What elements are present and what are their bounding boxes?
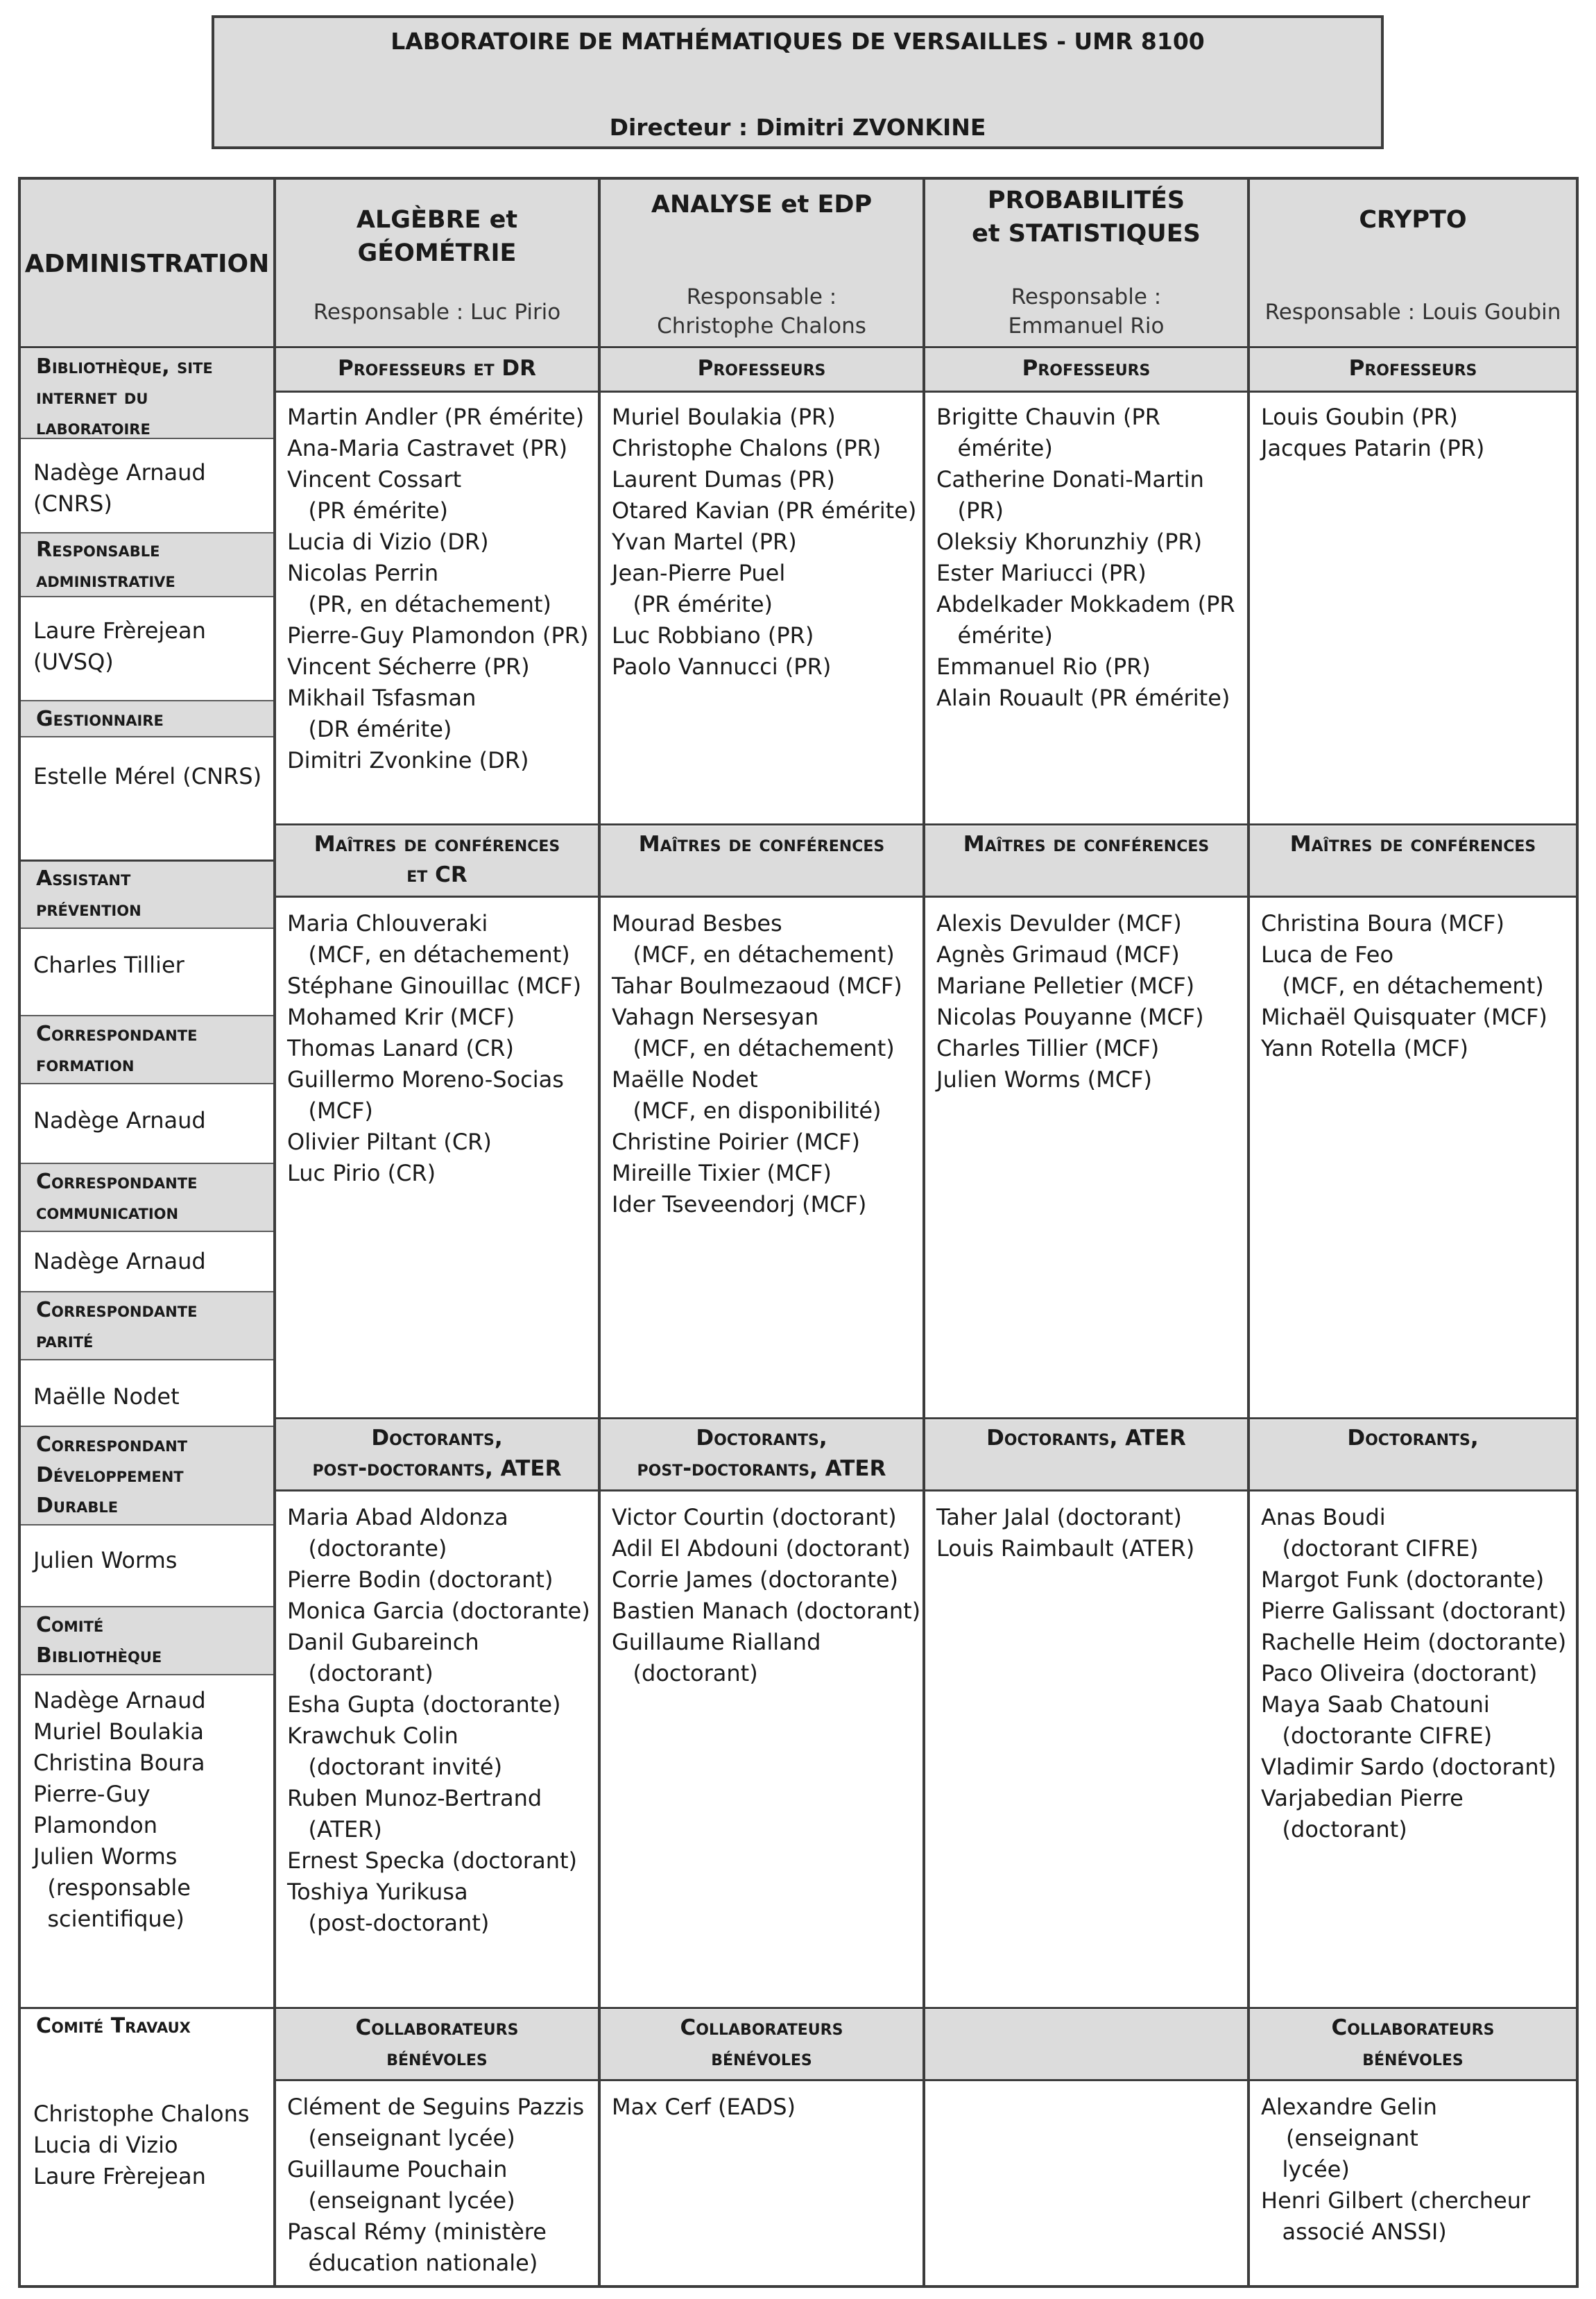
list-item: Vahagn Nersesyan — [612, 1004, 819, 1030]
collab-ana-heading: Collaborateurs bénévoles — [680, 2015, 843, 2071]
list-item: émérite) — [936, 435, 1053, 461]
column-algebre: ALGÈBRE et GÉOMÉTRIE Responsable : Luc Pirio — [313, 206, 561, 325]
list-item: Guillaume Pouchain — [287, 2156, 508, 2182]
mcf-prob-list — [936, 908, 1246, 1095]
mcf-cry-list — [1261, 908, 1573, 1064]
list-item: Paco Oliveira (doctorant) — [1261, 1660, 1538, 1686]
list-item: (MCF, en disponibilité) — [612, 1097, 882, 1124]
lab-title-box — [212, 15, 1384, 149]
list-item: Olivier Piltant (CR) — [287, 1129, 492, 1155]
list-item: Vincent Cossart — [287, 466, 462, 493]
list-item: Tahar Boulmezaoud (MCF) — [612, 973, 902, 999]
column-analyse: ANALYSE et EDP Responsable : Christophe Chalons — [651, 191, 873, 339]
list-item: Louis Raimbault (ATER) — [936, 1535, 1195, 1562]
list-item: Thomas Lanard (CR) — [287, 1035, 514, 1061]
list-item: Clément de Seguins Pazzis — [287, 2094, 585, 2120]
admin-developpement-heading: Correspondant Développement Durable — [36, 1433, 188, 1518]
admin-bibliotheque-heading: Bibliothèque, site internet du laboratoire — [36, 354, 213, 440]
list-item: Agnès Grimaud (MCF) — [936, 941, 1180, 968]
list-item: Guillaume Rialland — [612, 1629, 821, 1655]
list-item: lycée) — [1261, 2156, 1350, 2182]
list-item: Bastien Manach (doctorant) — [612, 1598, 921, 1624]
list-item: Mourad Besbes — [612, 910, 782, 937]
admin-developpement-value: Julien Worms — [33, 1547, 178, 1573]
admin-responsable-value: Laure Frèrejean (UVSQ) — [33, 617, 206, 675]
list-item: Christina Boura (MCF) — [1261, 910, 1504, 937]
list-item: (doctorant) — [612, 1660, 758, 1686]
prof-ana-list — [612, 402, 921, 683]
list-item: Nicolas Perrin — [287, 560, 439, 586]
mcf-ana-heading: Maîtres de conférences — [638, 832, 885, 857]
list-item: Dimitri Zvonkine (DR) — [287, 747, 529, 774]
list-item: Lucia di Vizio (DR) — [287, 529, 489, 555]
list-item: Corrie James (doctorante) — [612, 1566, 899, 1593]
list-item: Alain Rouault (PR émérite) — [936, 685, 1230, 711]
list-item: Luca de Feo — [1261, 941, 1394, 968]
admin-parite-value: Maëlle Nodet — [33, 1383, 180, 1410]
list-item: Varjabedian Pierre — [1261, 1785, 1464, 1811]
admin-comite-biblio-heading: Comité Bibliothèque — [36, 1613, 162, 1668]
prof-prob-heading: Professeurs — [1022, 356, 1151, 381]
admin-comite-travaux-value: Christophe Chalons Lucia di Vizio Laure Frèrejean — [33, 2101, 250, 2189]
list-item: (PR émérite) — [287, 497, 449, 524]
admin-formation-value: Nadège Arnaud — [33, 1107, 206, 1134]
list-item: (doctorante) — [287, 1535, 447, 1562]
prof-cry-heading: Professeurs — [1348, 356, 1477, 381]
list-item: Luc Robbiano (PR) — [612, 622, 814, 649]
list-item: Ana-Maria Castravet (PR) — [287, 435, 568, 461]
collab-ana-list — [612, 2092, 921, 2123]
list-item: Margot Funk (doctorante) — [1261, 1566, 1545, 1593]
list-item: Muriel Boulakia (PR) — [612, 404, 836, 430]
admin-communication-value: Nadège Arnaud — [33, 1248, 206, 1274]
list-item: Ider Tseveendorj (MCF) — [612, 1191, 867, 1217]
collab-cry-heading: Collaborateurs bénévoles — [1331, 2015, 1495, 2071]
column-admin: ADMINISTRATION — [24, 250, 270, 278]
list-item: Pierre Galissant (doctorant) — [1261, 1598, 1567, 1624]
mcf-prob-heading: Maîtres de conférences — [963, 832, 1210, 857]
list-item: Michaël Quisquater (MCF) — [1261, 1004, 1547, 1030]
list-item: Pierre-Guy Plamondon (PR) — [287, 622, 589, 649]
list-item: Danil Gubareinch — [287, 1629, 479, 1655]
list-item: éducation nationale) — [287, 2250, 538, 2276]
list-item: Nicolas Pouyanne (MCF) — [936, 1004, 1204, 1030]
admin-formation-heading: Correspondante formation — [36, 1022, 198, 1077]
doc-alg-list — [287, 1502, 597, 1939]
list-item: Vincent Sécherre (PR) — [287, 653, 530, 680]
list-item: Oleksiy Khorunzhiy (PR) — [936, 529, 1203, 555]
list-item: Yvan Martel (PR) — [612, 529, 797, 555]
list-item: Martin Andler (PR émérite) — [287, 404, 585, 430]
list-item: Paolo Vannucci (PR) — [612, 653, 832, 680]
admin-comite-biblio-value: Nadège Arnaud Muriel Boulakia Christina Boura Pierre-Guy Plamondon Julien Worms (responsable scientifique) — [33, 1687, 206, 1932]
list-item: Christophe Chalons (PR) — [612, 435, 882, 461]
admin-assistant-value: Charles Tillier — [33, 952, 185, 978]
list-item: Emmanuel Rio (PR) — [936, 653, 1151, 680]
admin-communication-heading: Correspondante communication — [36, 1170, 198, 1224]
collab-alg-list — [287, 2092, 597, 2279]
lab-director: Directeur : Dimitri ZVONKINE — [609, 114, 986, 141]
list-item: (ATER) — [287, 1816, 382, 1843]
list-item: (PR émérite) — [612, 591, 773, 617]
doc-cry-heading: Doctorants, — [1347, 1426, 1479, 1451]
list-item: Pierre Bodin (doctorant) — [287, 1566, 554, 1593]
list-item: (DR émérite) — [287, 716, 452, 742]
list-item: (PR, en détachement) — [287, 591, 551, 617]
list-item: Vladimir Sardo (doctorant) — [1261, 1754, 1556, 1780]
column-probabilites: PROBABILITÉS et STATISTIQUES Responsable : Emmanuel Rio — [972, 187, 1201, 339]
list-item: Krawchuk Colin — [287, 1723, 458, 1749]
collab-alg-heading: Collaborateurs bénévoles — [355, 2015, 519, 2071]
list-item: Abdelkader Mokkadem (PR — [936, 591, 1235, 617]
list-item: Adil El Abdouni (doctorant) — [612, 1535, 911, 1562]
list-item: Maria Chlouveraki — [287, 910, 488, 937]
list-item: (MCF, en détachement) — [612, 941, 895, 968]
mcf-cry-heading: Maîtres de conférences — [1289, 832, 1536, 857]
list-item: Toshiya Yurikusa — [287, 1879, 468, 1905]
org-chart-table — [18, 177, 1579, 2288]
admin-parite-heading: Correspondante parité — [36, 1298, 198, 1353]
admin-responsable-heading: Responsable administrative — [36, 538, 175, 592]
list-item: Louis Goubin (PR) — [1261, 404, 1458, 430]
list-item: Julien Worms (MCF) — [936, 1066, 1152, 1093]
list-item: émérite) — [936, 622, 1053, 649]
doc-prob-heading: Doctorants, ATER — [986, 1426, 1186, 1451]
list-item: Alexis Devulder (MCF) — [936, 910, 1182, 937]
list-item: Maëlle Nodet — [612, 1066, 758, 1093]
list-item: Brigitte Chauvin (PR — [936, 404, 1160, 430]
list-item: Otared Kavian (PR émérite) — [612, 497, 917, 524]
prof-alg-heading: Professeurs et DR — [337, 356, 537, 381]
list-item: Monica Garcia (doctorante) — [287, 1598, 590, 1624]
collab-cry-list — [1261, 2092, 1573, 2248]
list-item: Henri Gilbert (chercheur — [1261, 2187, 1531, 2214]
list-item: Esha Gupta (doctorante) — [287, 1691, 561, 1718]
list-item: (doctorant) — [287, 1660, 434, 1686]
list-item: Christine Poirier (MCF) — [612, 1129, 860, 1155]
list-item: (enseignant lycée) — [287, 2187, 515, 2214]
list-item: Jean-Pierre Puel — [612, 560, 786, 586]
list-item: (post-doctorant) — [287, 1910, 490, 1936]
list-item: (doctorant invité) — [287, 1754, 503, 1780]
mcf-alg-list — [287, 908, 597, 1189]
list-item: Guillermo Moreno-Socias — [287, 1066, 564, 1093]
doc-ana-list — [612, 1502, 921, 1689]
doc-prob-list — [936, 1502, 1246, 1564]
list-item: associé ANSSI) — [1261, 2219, 1447, 2245]
list-item: Alexandre Gelin (enseignant — [1261, 2094, 1445, 2151]
list-item: Rachelle Heim (doctorante) — [1261, 1629, 1567, 1655]
admin-bibliotheque-value: Nadège Arnaud (CNRS) — [33, 459, 206, 517]
list-item: Taher Jalal (doctorant) — [936, 1504, 1182, 1530]
list-item: (doctorant CIFRE) — [1261, 1535, 1479, 1562]
list-item: Mohamed Krir (MCF) — [287, 1004, 515, 1030]
list-item: (MCF, en détachement) — [612, 1035, 895, 1061]
list-item: Victor Courtin (doctorant) — [612, 1504, 897, 1530]
admin-gestionnaire-value: Estelle Mérel (CNRS) — [33, 763, 262, 789]
list-item: Jacques Patarin (PR) — [1261, 435, 1485, 461]
list-item: Max Cerf (EADS) — [612, 2094, 796, 2120]
list-item: (MCF, en détachement) — [1261, 973, 1544, 999]
prof-ana-heading: Professeurs — [697, 356, 826, 381]
list-item: Luc Pirio (CR) — [287, 1160, 436, 1186]
column-crypto: CRYPTO Responsable : Louis Goubin — [1264, 206, 1561, 325]
list-item: (PR) — [936, 497, 1004, 524]
prof-cry-list — [1261, 402, 1573, 464]
list-item: Mikhail Tsfasman — [287, 685, 477, 711]
doc-ana-heading: Doctorants, post-doctorants, ATER — [637, 1426, 886, 1481]
mcf-ana-list — [612, 908, 921, 1220]
doc-alg-heading: Doctorants, post-doctorants, ATER — [312, 1426, 562, 1481]
list-item: Maya Saab Chatouni — [1261, 1691, 1490, 1718]
list-item: Yann Rotella (MCF) — [1261, 1035, 1468, 1061]
prof-prob-list — [936, 402, 1246, 714]
list-item: Ester Mariucci (PR) — [936, 560, 1147, 586]
list-item: Charles Tillier (MCF) — [936, 1035, 1160, 1061]
mcf-alg-heading: Maîtres de conférences et CR — [314, 832, 560, 887]
list-item: Mariane Pelletier (MCF) — [936, 973, 1195, 999]
list-item: Pascal Rémy (ministère — [287, 2219, 547, 2245]
list-item: Laurent Dumas (PR) — [612, 466, 835, 493]
admin-gestionnaire-heading: Gestionnaire — [36, 707, 164, 731]
lab-title: LABORATOIRE DE MATHÉMATIQUES DE VERSAILLES - UMR 8100 — [391, 28, 1205, 55]
list-item: Ruben Munoz-Bertrand — [287, 1785, 542, 1811]
list-item: Mireille Tixier (MCF) — [612, 1160, 832, 1186]
doc-cry-list — [1261, 1502, 1573, 1845]
list-item: (MCF) — [287, 1097, 373, 1124]
list-item: Maria Abad Aldonza — [287, 1504, 508, 1530]
list-item: Ernest Specka (doctorant) — [287, 1847, 577, 1874]
list-item: (doctorante CIFRE) — [1261, 1723, 1493, 1749]
list-item: (MCF, en détachement) — [287, 941, 570, 968]
list-item: (enseignant lycée) — [287, 2125, 515, 2151]
list-item: Stéphane Ginouillac (MCF) — [287, 973, 582, 999]
list-item: Catherine Donati-Martin — [936, 466, 1204, 493]
prof-alg-list — [287, 402, 597, 776]
admin-comite-travaux-heading: Comité Travaux — [36, 2014, 191, 2038]
list-item: Anas Boudi — [1261, 1504, 1386, 1530]
admin-assistant-heading: Assistant prévention — [36, 866, 141, 921]
list-item: (doctorant) — [1261, 1816, 1407, 1843]
